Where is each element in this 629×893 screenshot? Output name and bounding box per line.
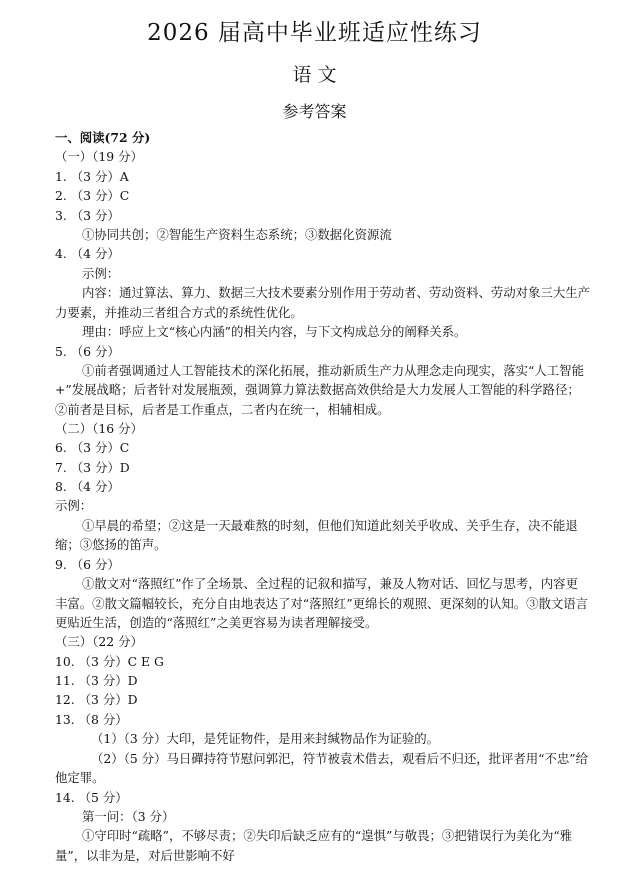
answer-paragraph: （2）（5 分）马日磾持符节慰问郭汜，符节被袁术借去，观看后不归还，批评者用“不忠”给他定罪。 bbox=[55, 750, 589, 785]
answer-paragraph: ①守印时“疏略”，不够尽责；②失印后缺乏应有的“遑惧”与敬畏；③把错误行为美化为“雅量”，以非为是，对后世影响不好 bbox=[55, 828, 573, 863]
answer-line: ①协同共创；②智能生产资料生态系统；③数据化资源流 bbox=[82, 226, 392, 242]
answer-line: 6. （3 分）C bbox=[55, 440, 130, 456]
part-heading: （一）（19 分） bbox=[55, 149, 143, 165]
example-label: 示例： bbox=[82, 265, 120, 281]
answer-line: 7. （3 分）D bbox=[55, 459, 130, 475]
subject-heading: 语 文 bbox=[292, 64, 337, 86]
part-heading: （二）（16 分） bbox=[55, 420, 143, 436]
answer-line: 4. （4 分） bbox=[55, 246, 120, 262]
answer-paragraph: ①早晨的希望；②这是一天最难熬的时刻，但他们知道此刻关乎收成、关乎生存，决不能退缩；③悠扬的笛声。 bbox=[55, 517, 578, 553]
answer-line: 5. （6 分） bbox=[55, 343, 120, 359]
answer-line: 第一问：（3 分） bbox=[82, 808, 175, 824]
answer-line: 9. （6 分） bbox=[55, 556, 120, 572]
answer-line: 14. （5 分） bbox=[55, 789, 128, 805]
answer-key-heading: 参考答案 bbox=[282, 102, 347, 121]
answer-body bbox=[55, 128, 590, 865]
answer-line: 13. （8 分） bbox=[55, 711, 128, 727]
answer-line: 2. （3 分）C bbox=[55, 188, 130, 204]
answer-line: （1）（3 分）大印，是凭证物件，是用来封缄物品作为证验的。 bbox=[91, 731, 440, 747]
answer-line: 理由：呼应上文“核心内涵”的相关内容，与下文构成总分的阐释关系。 bbox=[82, 324, 467, 340]
part-heading: （三）（22 分） bbox=[55, 634, 143, 650]
answer-line: 3. （3 分） bbox=[55, 207, 120, 223]
answer-line: 10. （3 分）C E G bbox=[55, 653, 164, 669]
document-title: 2026 届高中毕业班适应性练习 bbox=[147, 20, 482, 46]
answer-line: 8. （4 分） bbox=[55, 479, 120, 495]
answer-paragraph: ①前者强调通过人工智能技术的深化拓展，推动新质生产力从理念走向现实，落实“人工智能+”发展战略；后者针对发展瓶颈，强调算力算法数据高效供给是大力发展人工智能的科学路径；②前者是目标，后者是工作重点，二者内在统一，相辅相成。 bbox=[55, 362, 584, 417]
answer-line: 11. （3 分）D bbox=[55, 673, 138, 689]
example-label: 示例： bbox=[55, 498, 93, 514]
answer-paragraph: ①散文对“落照红”作了全场景、全过程的记叙和描写，兼及人物对话、回忆与思考，内容更丰富。②散文篇幅较长，充分自由地表达了对“落照红”更绵长的观照、更深刻的认知。③散文语言更贴近生活，创造的“落照红”之美更容易为读者理解接受。 bbox=[55, 576, 589, 631]
answer-paragraph: 内容：通过算法、算力、数据三大技术要素分别作用于劳动者、劳动资料、劳动对象三大生产力要素，并推动三者组合方式的系统性优化。 bbox=[55, 285, 591, 320]
answer-line: 1. （3 分）A bbox=[55, 168, 129, 184]
answer-line: 12. （3 分）D bbox=[55, 692, 138, 708]
bottom-fade bbox=[270, 858, 370, 880]
section-heading: 一、阅读(72 分) bbox=[55, 130, 151, 145]
